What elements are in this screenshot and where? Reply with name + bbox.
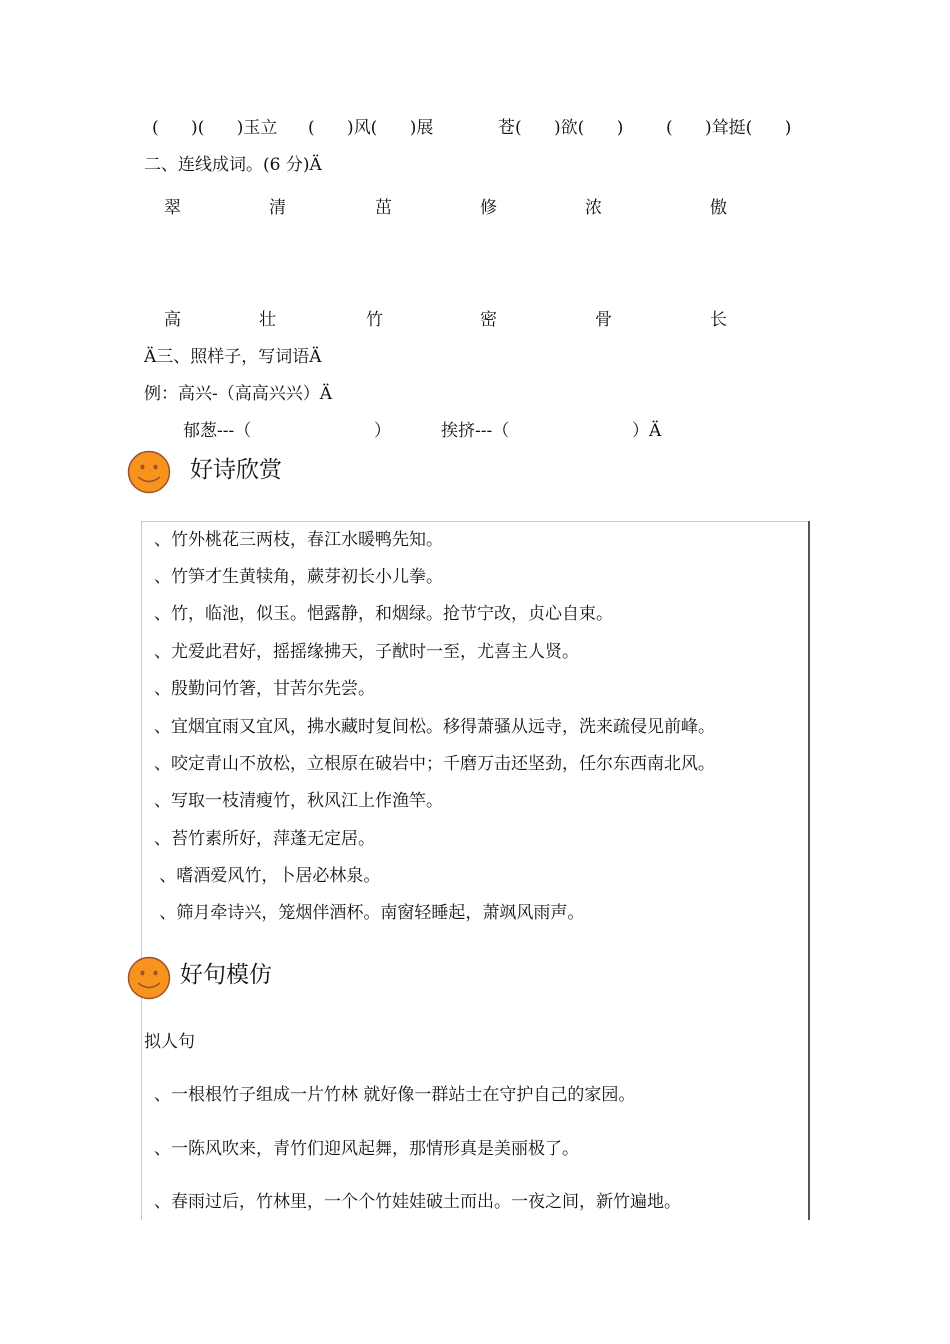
match-char: 竹 xyxy=(366,310,383,330)
match-char: 骨 xyxy=(595,310,612,330)
match-char: 长 xyxy=(710,310,727,330)
poem-box-right-border xyxy=(808,521,810,1220)
poems-heading: 好诗欣赏 xyxy=(190,457,282,483)
match-char: 清 xyxy=(269,198,286,218)
poem-box-top-border xyxy=(141,521,809,522)
poem-line: 、殷勤问竹箸，甘苦尔先尝。 xyxy=(154,679,375,699)
smiley-icon xyxy=(127,956,171,1000)
fill-item: ( )风( )展 xyxy=(308,118,434,138)
poem-line: 、宜烟宜雨又宜风，拂水藏时复间松。移得萧骚从远寺，洗来疏侵见前峰。 xyxy=(154,717,715,737)
example-line: 例：高兴-（高高兴兴）Ä xyxy=(144,384,333,404)
poem-line: 、苔竹素所好，萍蓬无定居。 xyxy=(154,829,375,849)
poem-line: 、竹外桃花三两枝，春江水暖鸭先知。 xyxy=(154,530,443,550)
match-char: 高 xyxy=(164,310,181,330)
section-3-title: Ä三、照样子，写词语Ä xyxy=(144,347,322,367)
fill-item: 苍( )欲( ) xyxy=(498,118,624,138)
poem-line: 、嗜酒爱风竹，卜居必林泉。 xyxy=(154,866,381,886)
poem-line: 、筛月牵诗兴，笼烟伴酒杯。南窗轻睡起，萧飒风雨声。 xyxy=(154,903,585,923)
poem-line: 、尤爱此君好，摇摇缘拂天，子猷时一至，尤喜主人贤。 xyxy=(154,642,579,662)
poem-line: 、写取一枝清瘦竹，秋风江上作渔竿。 xyxy=(154,791,443,811)
poem-box-left-border xyxy=(141,521,142,1220)
match-char: 翠 xyxy=(164,198,181,218)
match-char: 密 xyxy=(480,310,497,330)
exercise-close: ）Ä xyxy=(632,421,662,441)
fill-item: ( )耸挺( ) xyxy=(666,118,792,138)
exercise-prompt: 郁葱---（ xyxy=(183,421,252,441)
exercise-close: ） xyxy=(374,421,391,441)
sentences-heading: 好句模仿 xyxy=(180,962,272,988)
match-char: 修 xyxy=(480,198,497,218)
poem-line: 、咬定青山不放松，立根原在破岩中；千磨万击还坚劲，任尔东西南北风。 xyxy=(154,754,715,774)
sentence-line: 、一根根竹子组成一片竹林 就好像一群站士在守护自己的家园。 xyxy=(154,1085,636,1105)
smiley-icon xyxy=(127,450,171,494)
match-char: 壮 xyxy=(259,310,276,330)
match-char: 傲 xyxy=(710,198,727,218)
poem-line: 、竹笋才生黄犊角，蕨芽初长小儿拳。 xyxy=(154,567,443,587)
sentence-line: 、春雨过后，竹林里，一个个竹娃娃破土而出。一夜之间，新竹遍地。 xyxy=(154,1192,681,1212)
exercise-prompt: 挨挤---（ xyxy=(441,421,510,441)
poem-line: 、竹，临池，似玉。悒露静，和烟绿。抢节宁改，贞心自束。 xyxy=(154,604,613,624)
match-char: 浓 xyxy=(585,198,602,218)
sentence-type-label: 拟人句 xyxy=(144,1032,195,1052)
match-char: 茁 xyxy=(375,198,392,218)
fill-item: ( )( )玉立 xyxy=(152,118,278,138)
sentence-line: 、一陈风吹来，青竹们迎风起舞，那情形真是美丽极了。 xyxy=(154,1139,579,1159)
section-2-title: 二、连线成词。(6 分)Ä xyxy=(144,155,322,175)
